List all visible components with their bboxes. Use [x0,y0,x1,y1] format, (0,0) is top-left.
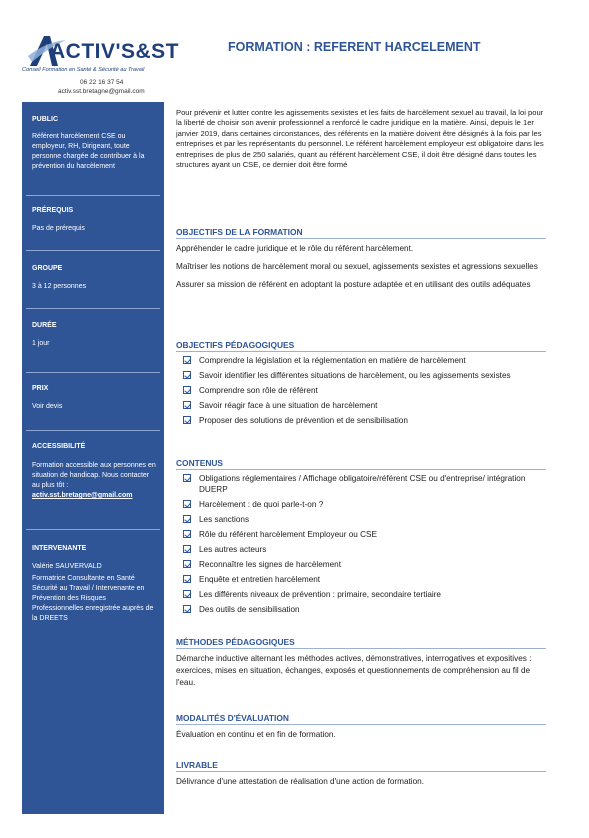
sidebar [22,102,164,814]
sidebar-intervenante-name: Valérie SAUVERVALD [32,563,102,570]
livrable-text: Délivrance d'une attestation de réalisation d'une action de formation. [176,777,424,786]
objective-item: Appréhender le cadre juridique et le rôle du référent harcèlement. [176,244,414,253]
sidebar-prix [22,385,164,412]
objective-item: Maîtriser les notions de harcèlement moral ou sexuel, agissements sexistes et agressions sexuelles [176,262,538,271]
checkbox-icon [183,371,191,379]
list-item [176,355,546,366]
sidebar-divider [26,529,160,530]
sidebar-divider [26,250,160,251]
section-title: LIVRABLE [176,760,546,772]
sidebar-duree [22,322,164,349]
list-item [176,544,546,555]
list-item [176,400,546,411]
sidebar-intervenante [22,545,164,624]
sidebar-prix-text: Voir devis [32,403,63,410]
sidebar-prerequis-title: PRÉREQUIS [32,207,74,214]
list-item [176,370,546,381]
checkbox-icon [183,605,191,613]
list-item [176,473,546,495]
list-item [176,499,546,510]
list-item [176,589,546,600]
section-methodes [176,637,546,689]
accessibility-email-link[interactable]: activ.sst.bretagne@gmail.com [32,492,133,499]
sidebar-intervenante-text: Formatrice Consultante en Santé Sécurité au Travail / Intervenante en Prévention des Risques Professionnelles enregistrée auprès de la DREETS [32,575,154,622]
list-item-text: Savoir identifier les différentes situations de harcèlement, ou les agissements sexistes [199,371,511,380]
section-modalites [176,713,546,741]
checkbox-icon [183,416,191,424]
sidebar-prerequis-text: Pas de prérequis [32,225,85,232]
section-title: OBJECTIFS PÉDAGOGIQUES [176,340,546,352]
list-item [176,514,546,525]
sidebar-duree-text: 1 jour [32,340,50,347]
list-item-text: Des outils de sensibilisation [199,605,300,614]
sidebar-divider [26,308,160,309]
list-item-text: Comprendre son rôle de référent [199,386,318,395]
list-item-text: Harcèlement : de quoi parle-t-on ? [199,500,324,509]
list-item-text: Obligations réglementaires / Affichage obligatoire/référent CSE ou d'entreprise/ intégration DUERP [199,474,526,494]
list-item [176,415,546,426]
list-item-text: Les autres acteurs [199,545,267,554]
checkbox-icon [183,515,191,523]
methodes-text: Démarche inductive alternant les méthodes actives, démonstratives, interrogatives et expositives : exercices, mises en situation, échanges, exposés et questionnements de compréhension au fil de l'eau. [176,654,532,687]
logo-tagline: Conseil Formation en Santé & Sécurité au Travail [22,67,145,73]
list-item-text: Les sanctions [199,515,250,524]
sidebar-groupe-text: 3 à 12 personnes [32,283,87,290]
list-item-text: Rôle du référent harcèlement Employeur ou CSE [199,530,377,539]
sidebar-accessibilite-text: Formation accessible aux personnes en situation de handicap. Nous contacter au plus tôt : [32,462,156,489]
list-item-text: Proposer des solutions de prévention et de sensibilisation [199,416,408,425]
checkbox-icon [183,356,191,364]
list-item [176,604,546,615]
list-item [176,529,546,540]
sidebar-divider [26,195,160,196]
sidebar-accessibilite-title: ACCESSIBILITÉ [32,443,86,450]
list-item [176,385,546,396]
checkbox-icon [183,474,191,482]
sidebar-prerequis [22,207,164,234]
checkbox-icon [183,530,191,538]
sidebar-divider [26,430,160,431]
section-objectifs-pedagogiques [176,340,546,430]
checkbox-icon [183,500,191,508]
checkbox-icon [183,545,191,553]
logo-phone: 06 22 16 37 54 [80,79,124,86]
checkbox-icon [183,560,191,568]
sidebar-groupe-title: GROUPE [32,265,63,272]
sidebar-public-title: PUBLIC [32,116,59,123]
list-item [176,559,546,570]
checkbox-icon [183,575,191,583]
list-item-text: Reconnaître les signes de harcèlement [199,560,341,569]
checkbox-icon [183,590,191,598]
sidebar-duree-title: DURÉE [32,322,57,329]
section-title: OBJECTIFS DE LA FORMATION [176,227,546,239]
section-title: MODALITÉS D'ÉVALUATION [176,713,546,725]
sidebar-groupe [22,265,164,292]
page-title: FORMATION : REFERENT HARCELEMENT [228,40,481,54]
checkbox-icon [183,386,191,394]
checklist [176,473,546,615]
sidebar-prix-title: PRIX [32,385,49,392]
section-title: CONTENUS [176,458,546,470]
logo-email: activ.sst.bretagne@gmail.com [58,88,145,95]
list-item-text: Enquête et entretien harcèlement [199,575,321,584]
list-item-text: Savoir réagir face à une situation de harcèlement [199,401,378,410]
section-contenus [176,458,546,619]
logo-brand: ACTIV'S&ST [50,40,180,63]
modalites-text: Évaluation en continu et en fin de formation. [176,730,336,739]
sidebar-accessibilite [22,443,164,499]
sidebar-intervenante-title: INTERVENANTE [32,545,87,552]
objective-item: Assurer sa mission de référent en adoptant la posture adaptée et en utilisant des outils adéquates [176,280,531,289]
checklist [176,355,546,426]
list-item [176,574,546,585]
company-logo [22,30,180,100]
section-livrable [176,760,546,788]
sidebar-public [22,116,164,172]
list-item-text: Les différents niveaux de prévention : primaire, secondaire tertiaire [199,590,441,599]
intro-block [176,108,546,170]
sidebar-divider [26,372,160,373]
section-title: MÉTHODES PÉDAGOGIQUES [176,637,546,649]
sidebar-public-text: Référent harcèlement CSE ou employeur, RH, Dirigeant, toute personne chargée de contribuer à la prévention du harcèlement [32,133,145,170]
list-item-text: Comprendre la législation et la réglementation en matière de harcèlement [199,356,466,365]
intro-text: Pour prévenir et lutter contre les agissements sexistes et les faits de harcèlement sexuel au travail, la loi pour la liberté de choisir son avenir professionnel a renforcé le cadre juridique en la matière. Ainsi, depuis le 1er janvier 2019, dans certaines circonstances, des référents en la matière doivent être désignés à la fois par les entreprises et par les représentants du personnel. Le référent harcèlement employeur est obligatoire dans les entreprises de plus de 250 salariés, quant au référent harcèlement CSE, il doit être désigné dans toutes les structures ayant un CSE, ce dernier doit être formé [176,108,544,170]
checkbox-icon [183,401,191,409]
section-objectifs-formation [176,227,546,291]
